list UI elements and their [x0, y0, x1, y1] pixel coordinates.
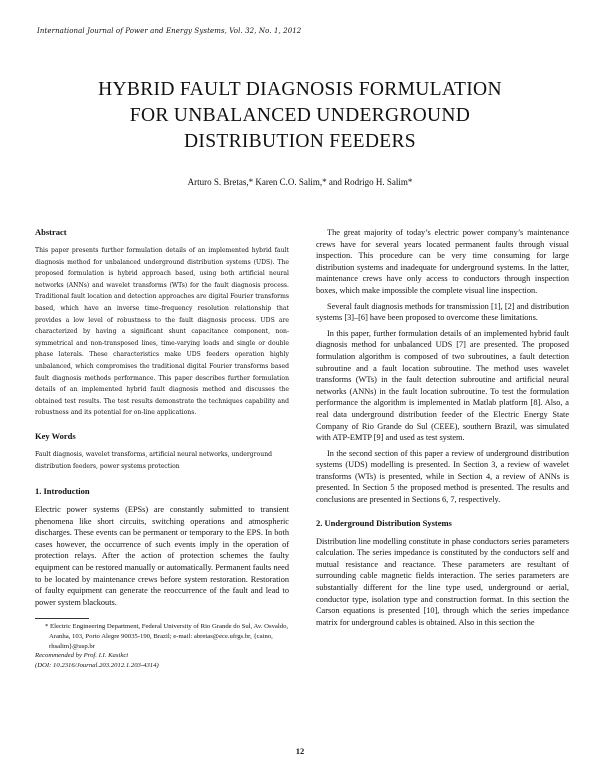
page-number: 12 — [295, 746, 305, 756]
abstract-heading: Abstract — [35, 227, 67, 237]
footnote-recommended: Recommended by Prof. I.I. Kasikci — [35, 652, 129, 660]
keywords-heading: Key Words — [35, 430, 76, 441]
footnote-affiliation: * Electric Engineering Department, Federal University of Rio Grande do Sul, Av. Osvaldo, Aranha, 103, Porto Alegre 90035-190, Brazil; e-mail: abretas@ece.ufrgs.br, {caino, rhsalim}@usp.br — [45, 623, 289, 650]
journal-header: International Journal of Power and Energy Systems, Vol. 32, No. 1, 2012 — [37, 27, 302, 35]
paragraph: In this paper, further formulation details of an implemented hybrid fault diagnosis method for unbalanced UDS [7] are presented. The proposed formulation algorithm is composed of two subroutines, a fault detection subroutine and a fault location subroutine. The method uses wavelet transforms (WTs) in the fault detection subroutine and artificial neural networks (ANNs) in the fault location subroutine. To test the formulation performance the algorithm is implemented in Matlab platform [8]. Also, a real data underground distribution feeder of the Electric Energy State Company of Rio Grande do Sul (CEEE), southern Brazil, was simulated with ATP-EMTP [9] and used as test system. — [316, 328, 569, 443]
paragraph: Several fault diagnosis methods for transmission [1], [2] and distribution systems [3]–[6] have been proposed to overcome these limitations. — [316, 301, 569, 323]
abstract-text: This paper presents further formulation details of an implemented hybrid fault diagnosis method for unbalanced underground distribution systems (UDS). The proposed formulation is hybrid approach based, using both artificial neural networks (ANNs) and wavelet transforms (WTs) for the fault diagnosis process. Traditional fault location and detection approaches are digital Fourier transforms based, which have an inverse time–frequency resolution relationship that provides a low level of robustness to the fault diagnosis process. UDS are characterized by having a significant shunt capacitance component, non-symmetrical and non-transposed lines, time-varying loads and single or double phase laterals. These characteristics make UDS feeders operation highly unbalanced, which compromises the traditional digital Fourier transforms based fault diagnosis methods performance. This paper describes further formulation details of an implemented hybrid fault diagnosis method and discusses the obtained test results. The test results demonstrate the techniques capability and robustness and its potential for on-line applications. — [35, 247, 289, 417]
keywords-text: Fault diagnosis, wavelet transforms, artificial neural networks, underground distribution feeders, power systems protection — [35, 450, 273, 470]
introduction-text: Electric power systems (EPSs) are constantly submitted to transient phenomena like short circuits, switching operations and atmospheric discharges. These events can be permanent or temporary to the EPS. In both cases however, the occurrence of such events imply in the operation of protection relays. After the action of protection schemes the faulty equipment can be restored manually or automatically. Permanent faults need to be located by maintenance crews before system restoration. Restoration of faulty equipment can generate the reoccurrence of the fault and lead to power system blackouts. — [35, 505, 289, 607]
title-line: DISTRIBUTION FEEDERS — [184, 131, 416, 152]
right-column — [316, 227, 569, 628]
paragraph: In the second section of this paper a review of underground distribution systems (UDS) modelling is presented. In Section 3, a review of wavelet transforms (WTs) is presented, while in Section 4, a review of ANNs is presented. In Section 5 the proposed method is presented. The results and conclusions are presented in Sections 6, 7, respectively. — [316, 448, 569, 505]
title-line: HYBRID FAULT DIAGNOSIS FORMULATION — [98, 79, 502, 100]
footnote-rule — [35, 618, 89, 619]
section2-text: Distribution line modelling constitute in phase conductors series parameters calculation. The series impedance is constituted by the conductors self and mutual resistance and reactance. These parameters are resultant of surrounding cable magnetic fields interaction. The series parameters are substantially different for the line type used, underground or aerial, conductor type, isolation type and construction format. In this section the Carson equations is presented [10], through which the series impedance matrix for underground cables is obtained. Also in this section the — [316, 536, 569, 627]
footnote-doi: (DOI: 10.2316/Journal.203.2012.1.203-4314) — [35, 661, 159, 669]
left-column — [35, 227, 289, 670]
authors: Arturo S. Bretas,* Karen C.O. Salim,* and Rodrigo H. Salim* — [187, 177, 413, 187]
footnote — [35, 618, 289, 670]
paper-title — [20, 77, 580, 155]
paragraph: The great majority of today’s electric power company’s maintenance crews have for several years located permanent faults through visual inspection. This procedure can be very time consuming for large distribution systems and inadequate for underground systems. In the latter, maintenance crews have only access to conductors through inspection boxes, which make impossible the complete visual line inspection. — [316, 228, 569, 295]
introduction-heading: 1. Introduction — [35, 486, 90, 497]
title-line: FOR UNBALANCED UNDERGROUND — [129, 105, 471, 126]
section2-heading: 2. Underground Distribution Systems — [316, 517, 452, 528]
